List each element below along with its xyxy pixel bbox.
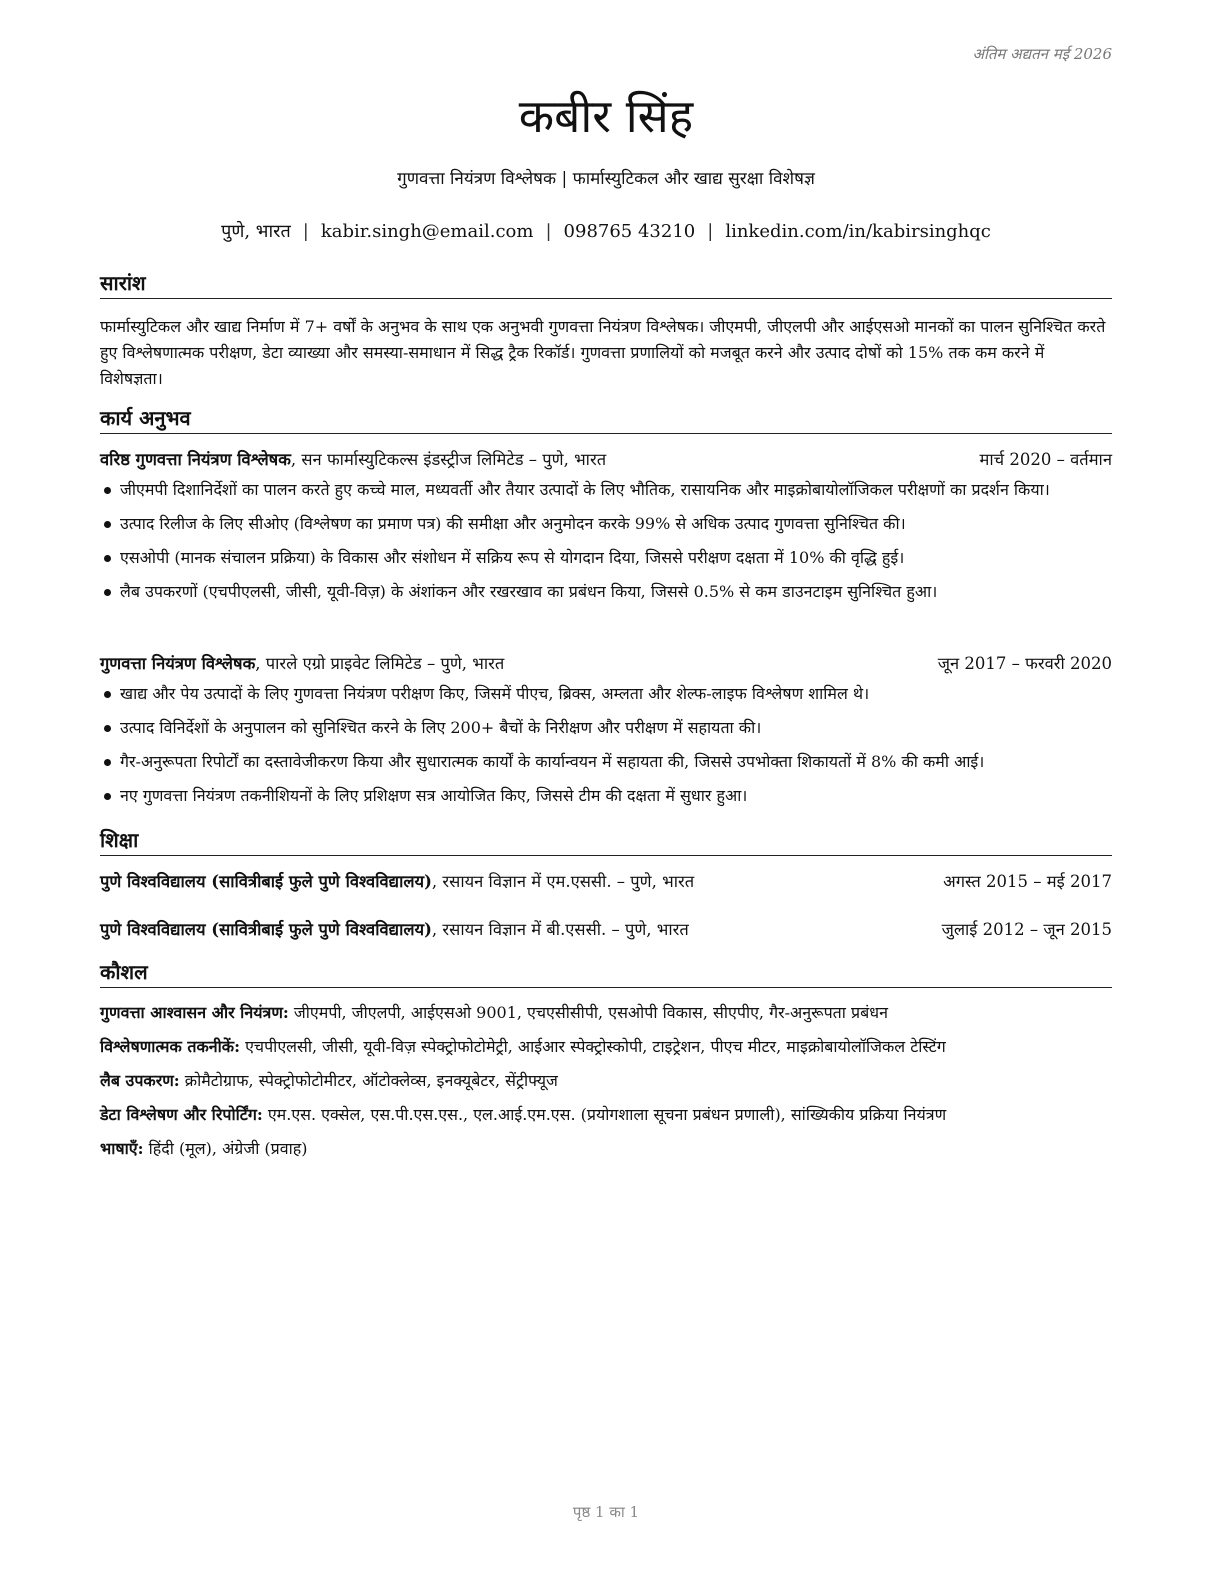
education-school: पुणे विश्वविद्यालय (सावित्रीबाई फुले पुणे विश्वविद्यालय) — [100, 920, 432, 939]
skill-line — [100, 1034, 1112, 1060]
education-school: पुणे विश्वविद्यालय (सावित्रीबाई फुले पुणे विश्वविद्यालय) — [100, 872, 432, 891]
skill-line — [100, 1000, 1112, 1026]
job-company: , पारले एग्रो प्राइवेट लिमिटेड – पुणे, भारत — [255, 654, 505, 673]
page-number: पृष्ठ 1 का 1 — [572, 1503, 640, 1521]
skill-line — [100, 1068, 1112, 1094]
resume-page — [100, 0, 1112, 1584]
job-company: , सन फार्मास्युटिकल्स इंडस्ट्रीज लिमिटेड – पुणे, भारत — [290, 450, 607, 469]
education-degree: , रसायन विज्ञान में बी.एससी. – पुणे, भारत — [431, 920, 689, 939]
contact-separator: | — [545, 221, 552, 242]
education-entry — [100, 917, 1112, 943]
section-title-education: शिक्षा — [100, 827, 1112, 856]
contact-separator: | — [707, 221, 714, 242]
skill-value: एचपीएलसी, जीसी, यूवी-विज़ स्पेक्ट्रोफोटोमेट्री, आईआर स्पेक्ट्रोस्कोपी, टाइट्रेशन, पीएच मीटर, माइक्रोबायोलॉजिकल टेस्टिंग — [240, 1037, 946, 1056]
job-title: गुणवत्ता नियंत्रण विश्लेषक — [100, 654, 256, 673]
skill-line — [100, 1136, 1112, 1162]
skill-value: एम.एस. एक्सेल, एस.पी.एस.एस., एल.आई.एम.एस. (प्रयोगशाला सूचना प्रबंधन प्रणाली), सांख्यिकीय प्रक्रिया नियंत्रण — [262, 1105, 947, 1124]
job-bullets — [100, 681, 1112, 817]
candidate-name: कबीर सिंह — [518, 89, 694, 143]
education-dates: अगस्त 2015 – मई 2017 — [943, 872, 1112, 891]
job-bullets — [100, 477, 1112, 613]
list-item: खाद्य और पेय उत्पादों के लिए गुणवत्ता नियंत्रण परीक्षण किए, जिसमें पीएच, ब्रिक्स, अम्लता और शेल्फ-लाइफ विश्लेषण शामिल थे। — [100, 681, 1112, 707]
education-degree: , रसायन विज्ञान में एम.एससी. – पुणे, भारत — [431, 872, 695, 891]
summary-text: फार्मास्युटिकल और खाद्य निर्माण में 7+ वर्षों के अनुभव के साथ एक अनुभवी गुणवत्ता नियंत्रण विश्लेषक। जीएमपी, जीएलपी और आईएसओ मानकों का पालन सुनिश्चित करते हुए विश्लेषणात्मक परीक्षण, डेटा व्याख्या और समस्या-समाधान में सिद्ध ट्रैक रिकॉर्ड। गुणवत्ता प्रणालियों को मजबूत करने और उत्पाद दोषों को 15% तक कम करने में विशेषज्ञता। — [100, 317, 1106, 388]
skill-label: विश्लेषणात्मक तकनीकें: — [100, 1037, 240, 1056]
list-item: नए गुणवत्ता नियंत्रण तकनीशियनों के लिए प्रशिक्षण सत्र आयोजित किए, जिससे टीम की दक्षता में सुधार हुआ। — [100, 783, 1112, 809]
contact-linkedin[interactable]: linkedin.com/in/kabirsinghqc — [725, 221, 991, 242]
list-item: जीएमपी दिशानिर्देशों का पालन करते हुए कच्चे माल, मध्यवर्ती और तैयार उत्पादों के लिए भौतिक, रासायनिक और माइक्रोबायोलॉजिकल परीक्षणों का प्रदर्शन किया। — [100, 477, 1112, 503]
list-item: उत्पाद रिलीज के लिए सीओए (विश्लेषण का प्रमाण पत्र) की समीक्षा और अनुमोदन करके 99% से अधिक उत्पाद गुणवत्ता सुनिश्चित की। — [100, 511, 1112, 537]
section-title-skills: कौशल — [100, 959, 1112, 988]
skill-label: गुणवत्ता आश्वासन और नियंत्रण: — [100, 1003, 289, 1022]
skill-line — [100, 1102, 1112, 1128]
contact-phone: 098765 43210 — [563, 221, 696, 242]
skill-value: हिंदी (मूल), अंग्रेजी (प्रवाह) — [143, 1139, 308, 1158]
list-item: लैब उपकरणों (एचपीएलसी, जीसी, यूवी-विज़) के अंशांकन और रखरखाव का प्रबंधन किया, जिससे 0.5% से कम डाउनटाइम सुनिश्चित हुआ। — [100, 579, 1112, 605]
headline: गुणवत्ता नियंत्रण विश्लेषक | फार्मास्युटिकल और खाद्य सुरक्षा विशेषज्ञ — [397, 169, 815, 189]
skill-value: क्रोमैटोग्राफ, स्पेक्ट्रोफोटोमीटर, ऑटोक्लेव्स, इनक्यूबेटर, सेंट्रीफ्यूज — [179, 1071, 558, 1090]
job-header — [100, 651, 1112, 677]
contact-location: पुणे, भारत — [221, 221, 291, 242]
skill-value: जीएमपी, जीएलपी, आईएसओ 9001, एचएसीसीपी, एसओपी विकास, सीएपीए, गैर-अनुरूपता प्रबंधन — [288, 1003, 888, 1022]
list-item: गैर-अनुरूपता रिपोर्टों का दस्तावेजीकरण किया और सुधारात्मक कार्यों के कार्यान्वयन में सहायता की, जिससे उपभोक्ता शिकायतों में 8% की कमी आई। — [100, 749, 1112, 775]
contact-email[interactable]: kabir.singh@email.com — [320, 221, 534, 242]
section-title-summary: सारांश — [100, 270, 1112, 299]
job-header — [100, 447, 1112, 473]
education-dates: जुलाई 2012 – जून 2015 — [941, 920, 1112, 939]
job-title: वरिष्ठ गुणवत्ता नियंत्रण विश्लेषक — [100, 450, 291, 469]
section-title-experience: कार्य अनुभव — [100, 405, 1112, 434]
skill-label: भाषाएँ: — [100, 1139, 144, 1158]
last-updated: अंतिम अद्यतन मई 2026 — [972, 45, 1112, 63]
list-item: उत्पाद विनिर्देशों के अनुपालन को सुनिश्चित करने के लिए 200+ बैचों के निरीक्षण और परीक्षण में सहायता की। — [100, 715, 1112, 741]
skill-label: लैब उपकरण: — [100, 1071, 180, 1090]
contact-separator: | — [302, 221, 309, 242]
contact-line — [100, 220, 1112, 244]
list-item: एसओपी (मानक संचालन प्रक्रिया) के विकास और संशोधन में सक्रिय रूप से योगदान दिया, जिससे परीक्षण दक्षता में 10% की वृद्धि हुई। — [100, 545, 1112, 571]
skill-label: डेटा विश्लेषण और रिपोर्टिंग: — [100, 1105, 263, 1124]
education-entry — [100, 869, 1112, 895]
job-dates: जून 2017 – फरवरी 2020 — [937, 654, 1112, 673]
job-dates: मार्च 2020 – वर्तमान — [979, 450, 1112, 469]
